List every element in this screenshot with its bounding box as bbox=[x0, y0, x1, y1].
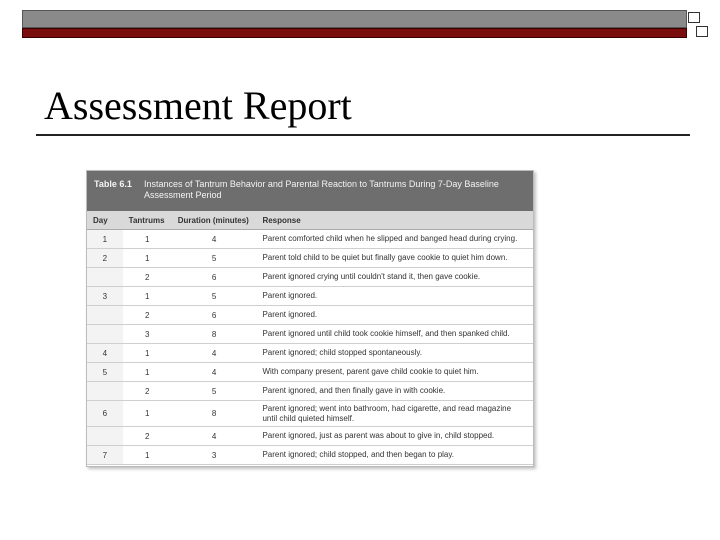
cell-tantrums: 1 bbox=[123, 344, 172, 363]
cell-duration: 8 bbox=[172, 401, 257, 427]
cell-response: Parent ignored until child took cookie himself, and then spanked child. bbox=[256, 325, 533, 344]
cell-day bbox=[87, 306, 123, 325]
cell-response: Parent comforted child when he slipped and banged head during crying. bbox=[256, 230, 533, 249]
cell-response: Parent ignored. bbox=[256, 306, 533, 325]
cell-duration: 4 bbox=[172, 230, 257, 249]
table-row bbox=[87, 268, 533, 287]
cell-tantrums: 2 bbox=[123, 268, 172, 287]
cell-tantrums: 2 bbox=[123, 306, 172, 325]
cell-duration: 4 bbox=[172, 363, 257, 382]
cell-response: Parent ignored, just as parent was about to give in, child stopped. bbox=[256, 427, 533, 446]
cell-duration: 6 bbox=[172, 268, 257, 287]
cell-day: 6 bbox=[87, 401, 123, 427]
cell-response: Parent told child to be quiet but finally gave cookie to quiet him down. bbox=[256, 249, 533, 268]
table-row bbox=[87, 446, 533, 465]
cell-day bbox=[87, 325, 123, 344]
cell-day bbox=[87, 268, 123, 287]
cell-tantrums: 2 bbox=[123, 382, 172, 401]
table-caption-text: Instances of Tantrum Behavior and Parental Reaction to Tantrums During 7-Day Baseline Assessment Period bbox=[144, 179, 499, 200]
cell-response: Parent ignored, and then finally gave in with cookie. bbox=[256, 382, 533, 401]
header-red-band bbox=[22, 28, 687, 38]
cell-tantrums: 2 bbox=[123, 427, 172, 446]
header-grey-band bbox=[22, 10, 687, 28]
table-figure bbox=[86, 170, 534, 467]
cell-duration: 4 bbox=[172, 427, 257, 446]
table-row bbox=[87, 382, 533, 401]
cell-day: 4 bbox=[87, 344, 123, 363]
table-row bbox=[87, 287, 533, 306]
cell-day bbox=[87, 427, 123, 446]
decorative-square-icon bbox=[696, 26, 708, 37]
title-underline bbox=[36, 134, 690, 136]
table-row bbox=[87, 363, 533, 382]
table-row bbox=[87, 306, 533, 325]
cell-response: Parent ignored; child stopped spontaneously. bbox=[256, 344, 533, 363]
table-row bbox=[87, 344, 533, 363]
cell-day: 7 bbox=[87, 446, 123, 465]
cell-day: 3 bbox=[87, 287, 123, 306]
table-header-row bbox=[87, 211, 533, 230]
table-row bbox=[87, 401, 533, 427]
header-duration: Duration (minutes) bbox=[172, 211, 257, 230]
decorative-square-icon bbox=[688, 12, 700, 23]
cell-tantrums: 1 bbox=[123, 363, 172, 382]
cell-response: Parent ignored; child stopped, and then began to play. bbox=[256, 446, 533, 465]
cell-tantrums: 1 bbox=[123, 249, 172, 268]
header-tantrums: Tantrums bbox=[123, 211, 172, 230]
cell-duration: 8 bbox=[172, 325, 257, 344]
cell-response: Parent ignored crying until couldn't stand it, then gave cookie. bbox=[256, 268, 533, 287]
cell-tantrums: 1 bbox=[123, 401, 172, 427]
cell-duration: 4 bbox=[172, 344, 257, 363]
table-row bbox=[87, 325, 533, 344]
table-label: Table 6.1 bbox=[94, 179, 132, 189]
cell-duration: 5 bbox=[172, 249, 257, 268]
cell-tantrums: 1 bbox=[123, 446, 172, 465]
cell-duration: 6 bbox=[172, 306, 257, 325]
table-row bbox=[87, 230, 533, 249]
cell-duration: 5 bbox=[172, 287, 257, 306]
header-response: Response bbox=[256, 211, 533, 230]
cell-duration: 5 bbox=[172, 382, 257, 401]
table-row bbox=[87, 249, 533, 268]
cell-day: 5 bbox=[87, 363, 123, 382]
cell-response: Parent ignored. bbox=[256, 287, 533, 306]
cell-day bbox=[87, 382, 123, 401]
cell-tantrums: 1 bbox=[123, 230, 172, 249]
cell-response: With company present, parent gave child cookie to quiet him. bbox=[256, 363, 533, 382]
slide-title: Assessment Report bbox=[44, 83, 352, 128]
cell-tantrums: 1 bbox=[123, 287, 172, 306]
header-day: Day bbox=[87, 211, 123, 230]
tantrum-table bbox=[87, 211, 533, 465]
cell-tantrums: 3 bbox=[123, 325, 172, 344]
slide-header-bar bbox=[22, 10, 709, 38]
cell-day: 2 bbox=[87, 249, 123, 268]
table-row bbox=[87, 427, 533, 446]
cell-response: Parent ignored; went into bathroom, had cigarette, and read magazine until child quieted himself. bbox=[256, 401, 533, 427]
cell-day: 1 bbox=[87, 230, 123, 249]
cell-duration: 3 bbox=[172, 446, 257, 465]
table-caption bbox=[87, 171, 533, 211]
